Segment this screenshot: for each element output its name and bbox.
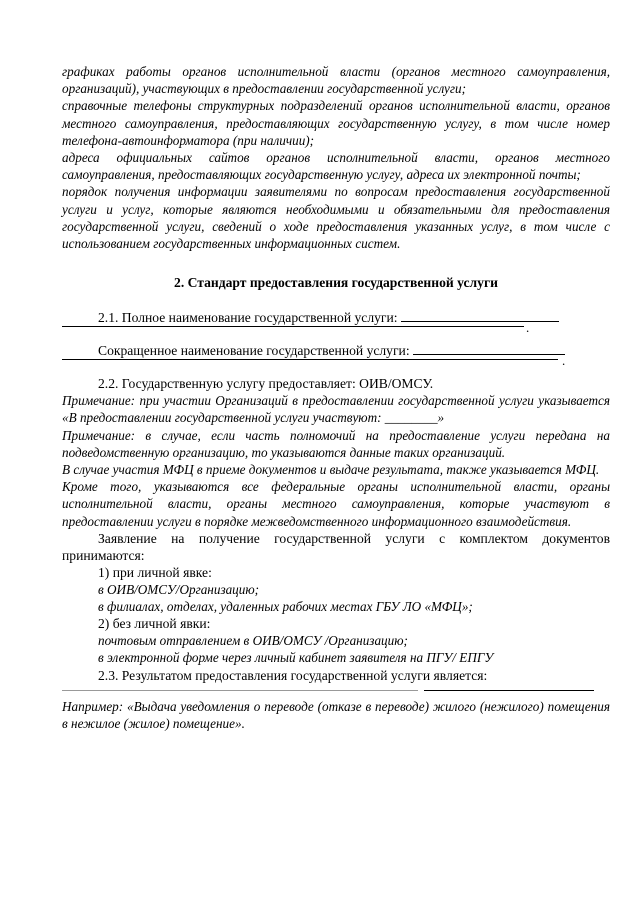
result-blank-row [62,684,610,698]
short-name-blank-line [62,359,558,360]
item-2-1-short-name [62,342,610,359]
note-federal-bodies: Кроме того, указываются все федеральные органы исполнительной власти, органы исполнительной власти, органы местного самоуправления, которые участвуют в предоставлении услуги в порядке межведомственного информационного взаимодействия. [62,479,610,529]
example-result: Например: «Выдача уведомления о переводе (отказе в переводе) жилого (нежилого) помещения в нежилое (жилое) помещение». [62,698,610,731]
item-2-3: 2.3. Результатом предоставления государственной услуги является: [98,667,488,683]
result-blank-line [424,690,594,691]
section-heading: 2. Стандарт предоставления государственной услуги [174,275,498,291]
item-2-1-full-label: 2.1. Полное наименование государственной услуги: [98,310,398,326]
intro-paragraph-procedure: порядок получения информации заявителями по вопросам предоставления государственной услуги и услуг, которые являются необходимыми и обязательными для предоставления государственной услуги, сведений о ходе предоставления указанных услуг, в том числе с использованием государственных информационных систем. [62,184,610,252]
remote-option-post: почтовым отправлением в ОИВ/ОМСУ /Организацию; [98,633,408,649]
short-name-continuation [62,353,610,369]
short-name-blank [413,342,565,355]
in-person-heading: 1) при личной явке: [98,564,212,580]
result-blank-line-short [62,690,418,691]
in-person-option-oiv: в ОИВ/ОМСУ/Организацию; [98,581,260,597]
note-mfc: В случае участия МФЦ в приеме документов и выдаче результата, также указывается МФЦ. [62,462,600,478]
note-organizations: Примечание: при участии Организаций в предоставлении государственной услуги указывается «В предоставлении государственной услуги участвуют: ________» [62,393,610,426]
document-page [62,63,610,732]
item-2-2: 2.2. Государственную услугу предоставляет: ОИВ/ОМСУ. [98,376,434,392]
full-name-blank [401,309,559,322]
intro-paragraph-phones: справочные телефоны структурных подразделений органов исполнительной власти, органов местного самоуправления, предоставляющих государственную услугу, в том числе номер телефона-автоинформатора (при наличии); [62,98,610,148]
item-2-1-short-label: Сокращенное наименование государственной услуги: [98,343,410,359]
intro-paragraph-schedules: графиках работы органов исполнительной власти (органов местного самоуправления, организаций), участвующих в предоставлении государственной услуги; [62,64,610,97]
intro-paragraph-websites: адреса официальных сайтов органов исполнительной власти, органов местного самоуправления, предоставляющих государственную услугу, адреса их электронной почты; [62,150,610,183]
full-name-period: . [526,320,530,336]
remote-heading: 2) без личной явки: [98,616,211,632]
remote-option-electronic: в электронной форме через личный кабинет заявителя на ПГУ/ ЕПГУ [98,650,494,666]
application-paragraph: Заявление на получение государственной услуги с комплектом документов принимаются: [62,530,610,563]
note-subordinate: Примечание: в случае, если часть полномочий на предоставление услуги передана на подведомственную организацию, то указываются данные таких организаций. [62,427,610,460]
full-name-blank-line [62,326,524,327]
short-name-period: . [562,353,566,369]
full-name-continuation [62,320,610,336]
in-person-option-mfc: в филиалах, отделах, удаленных рабочих местах ГБУ ЛО «МФЦ»; [98,599,473,615]
